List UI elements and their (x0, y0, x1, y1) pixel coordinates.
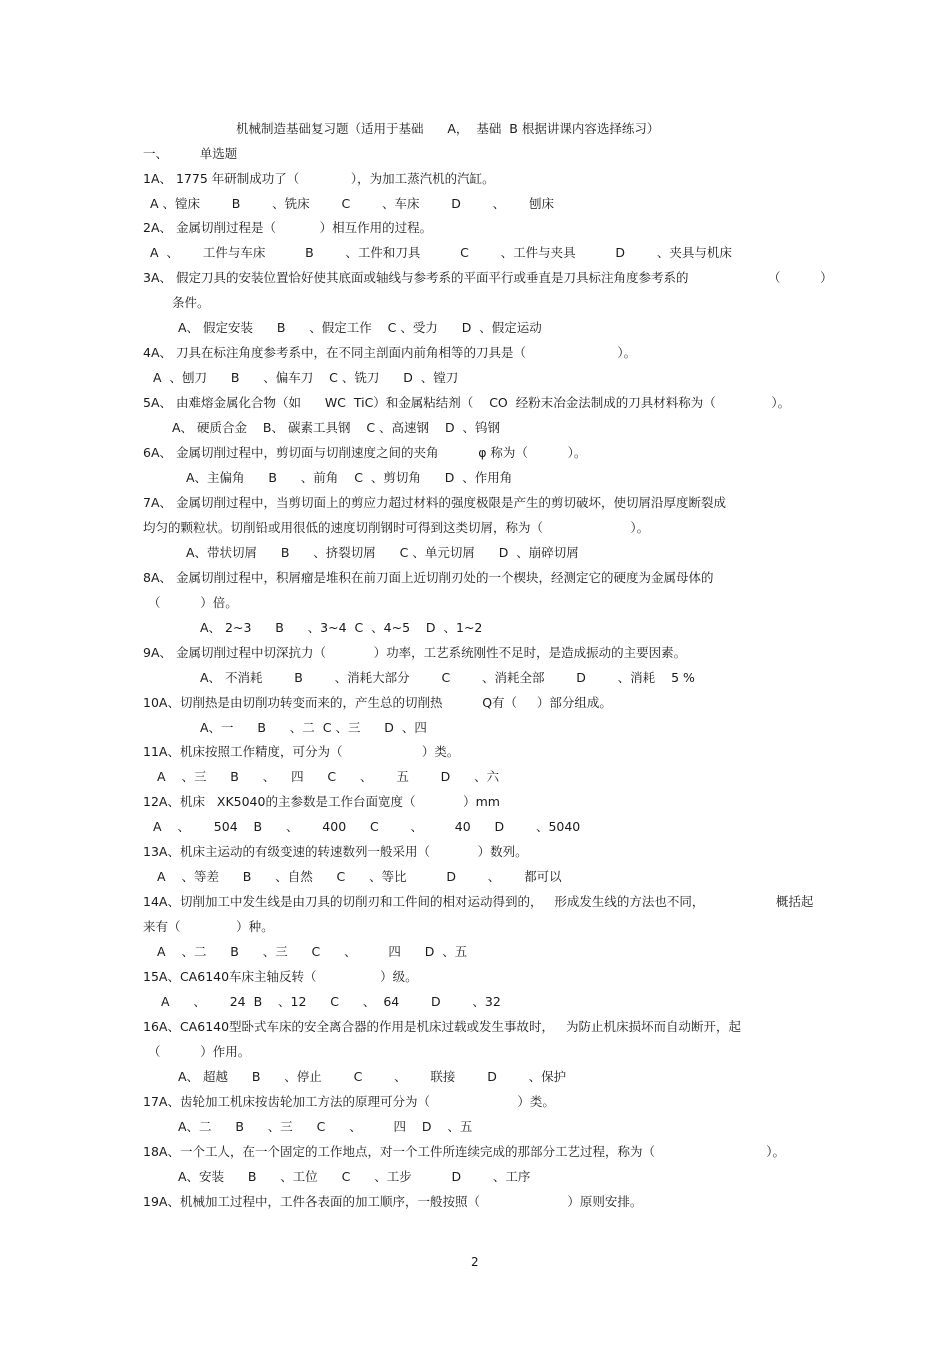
question-line: 9A、 金属切削过程中切深抗力（ ）功率，工艺系统刚性不足时，是造成振动的主要因素。 (143, 645, 687, 660)
options-line: A 、 工件与车床 B 、工件和刀具 C 、工件与夹具 D 、夹具与机床 (150, 245, 732, 260)
question-continuation: 均匀的颗粒状。切削铅或用很低的速度切削钢时可得到这类切屑，称为（ ）。 (143, 520, 650, 535)
question-continuation: 来有（ ）种。 (143, 919, 274, 934)
page-number: 2 (471, 1255, 479, 1269)
question-line: 18A、一个工人，在一个固定的工作地点，对一个工件所连续完成的那部分工艺过程，称为（ ）。 (143, 1144, 785, 1159)
question-line: 7A、 金属切削过程中，当剪切面上的剪应力超过材料的强度极限是产生的剪切破坏，使切屑沿厚度断裂成 (143, 495, 726, 510)
options-line: A 、镗床 B 、铣床 C 、车床 D 、 刨床 (150, 196, 555, 211)
options-line: A、 假定安装 B 、假定工作 C 、受力 D 、假定运动 (178, 320, 542, 335)
options-line: A 、等差 B 、自然 C 、等比 D 、 都可以 (157, 869, 562, 884)
question-line: 5A、 由难熔金属化合物（如 WC TiC）和金属粘结剂（ CO 经粉末冶金法制成的刀具材料称为（ ）。 (143, 395, 791, 410)
options-line: A 、 504 B 、 400 C 、 40 D 、5040 (153, 819, 581, 834)
question-line: 19A、机械加工过程中，工件各表面的加工顺序，一般按照（ ）原则安排。 (143, 1194, 643, 1209)
question-continuation: 条件。 (172, 295, 210, 310)
options-line: A 、二 B 、三 C 、 四 D 、五 (157, 944, 468, 959)
question-line: 12A、机床 XK5040的主参数是工作台面宽度（ ）mm (143, 794, 500, 809)
options-line: A 、 24 B 、12 C 、 64 D 、32 (161, 994, 501, 1009)
options-line: A 、刨刀 B 、偏车刀 C 、铣刀 D 、镗刀 (153, 370, 459, 385)
question-line: 8A、 金属切削过程中，积屑瘤是堆积在前刀面上近切削刃处的一个楔块，经测定它的硬度为金属母体的 (143, 570, 714, 585)
section-heading: 一、 单选题 (143, 146, 238, 161)
options-line: A、安装 B 、工位 C 、工步 D 、工序 (178, 1169, 531, 1184)
question-continuation: （ ）倍。 (148, 595, 238, 610)
question-line: 16A、CA6140型卧式车床的安全离合器的作用是机床过载或发生事故时， 为防止机床损坏而自动断开，起 (143, 1019, 741, 1034)
options-line: A、一 B 、二 C 、三 D 、四 (200, 720, 427, 735)
question-line: 11A、机床按照工作精度，可分为（ ）类。 (143, 744, 460, 759)
question-line: 15A、CA6140车床主轴反转（ ）级。 (143, 969, 418, 984)
options-line: A、 2~3 B 、3~4 C 、4~5 D 、1~2 (200, 620, 483, 635)
options-line: A、 超越 B 、停止 C 、 联接 D 、保护 (178, 1069, 567, 1084)
question-line: 6A、 金属切削过程中，剪切面与切削速度之间的夹角 φ 称为（ ）。 (143, 445, 587, 460)
question-line: 13A、机床主运动的有级变速的转速数列一般采用（ ）数列。 (143, 844, 528, 859)
question-line: 1A、 1775 年研制成功了（ ），为加工蒸汽机的汽缸。 (143, 171, 495, 186)
question-line: 3A、 假定刀具的安装位置恰好使其底面或轴线与参考系的平面平行或垂直是刀具标注角度参考系的 （ ） (143, 270, 833, 285)
options-line: A、带状切屑 B 、挤裂切屑 C 、单元切屑 D 、崩碎切屑 (186, 545, 579, 560)
options-line: A、 硬质合金 B、 碳素工具钢 C 、高速钢 D 、钨钢 (172, 420, 501, 435)
options-line: A 、三 B 、 四 C 、 五 D 、六 (157, 769, 500, 784)
question-line: 2A、 金属切削过程是（ ）相互作用的过程。 (143, 220, 433, 235)
question-continuation: （ ）作用。 (148, 1044, 251, 1059)
options-line: A、主偏角 B 、前角 C 、剪切角 D 、作用角 (186, 470, 513, 485)
options-line: A、二 B 、三 C 、 四 D 、五 (178, 1119, 473, 1134)
document-title: 机械制造基础复习题（适用于基础 A， 基础 B 根据讲课内容选择练习） (236, 121, 660, 136)
question-line: 4A、 刀具在标注角度参考系中，在不同主剖面内前角相等的刀具是（ ）。 (143, 345, 637, 360)
question-line: 10A、切削热是由切削功转变而来的，产生总的切削热 Q有（ ）部分组成。 (143, 695, 612, 710)
question-line: 17A、齿轮加工机床按齿轮加工方法的原理可分为（ ）类。 (143, 1094, 555, 1109)
question-line: 14A、切削加工中发生线是由刀具的切削刃和工件间的相对运动得到的， 形成发生线的方法也不同， 概括起 (143, 894, 814, 909)
options-line: A、 不消耗 B 、消耗大部分 C 、消耗全部 D 、消耗 5 % (200, 670, 695, 685)
